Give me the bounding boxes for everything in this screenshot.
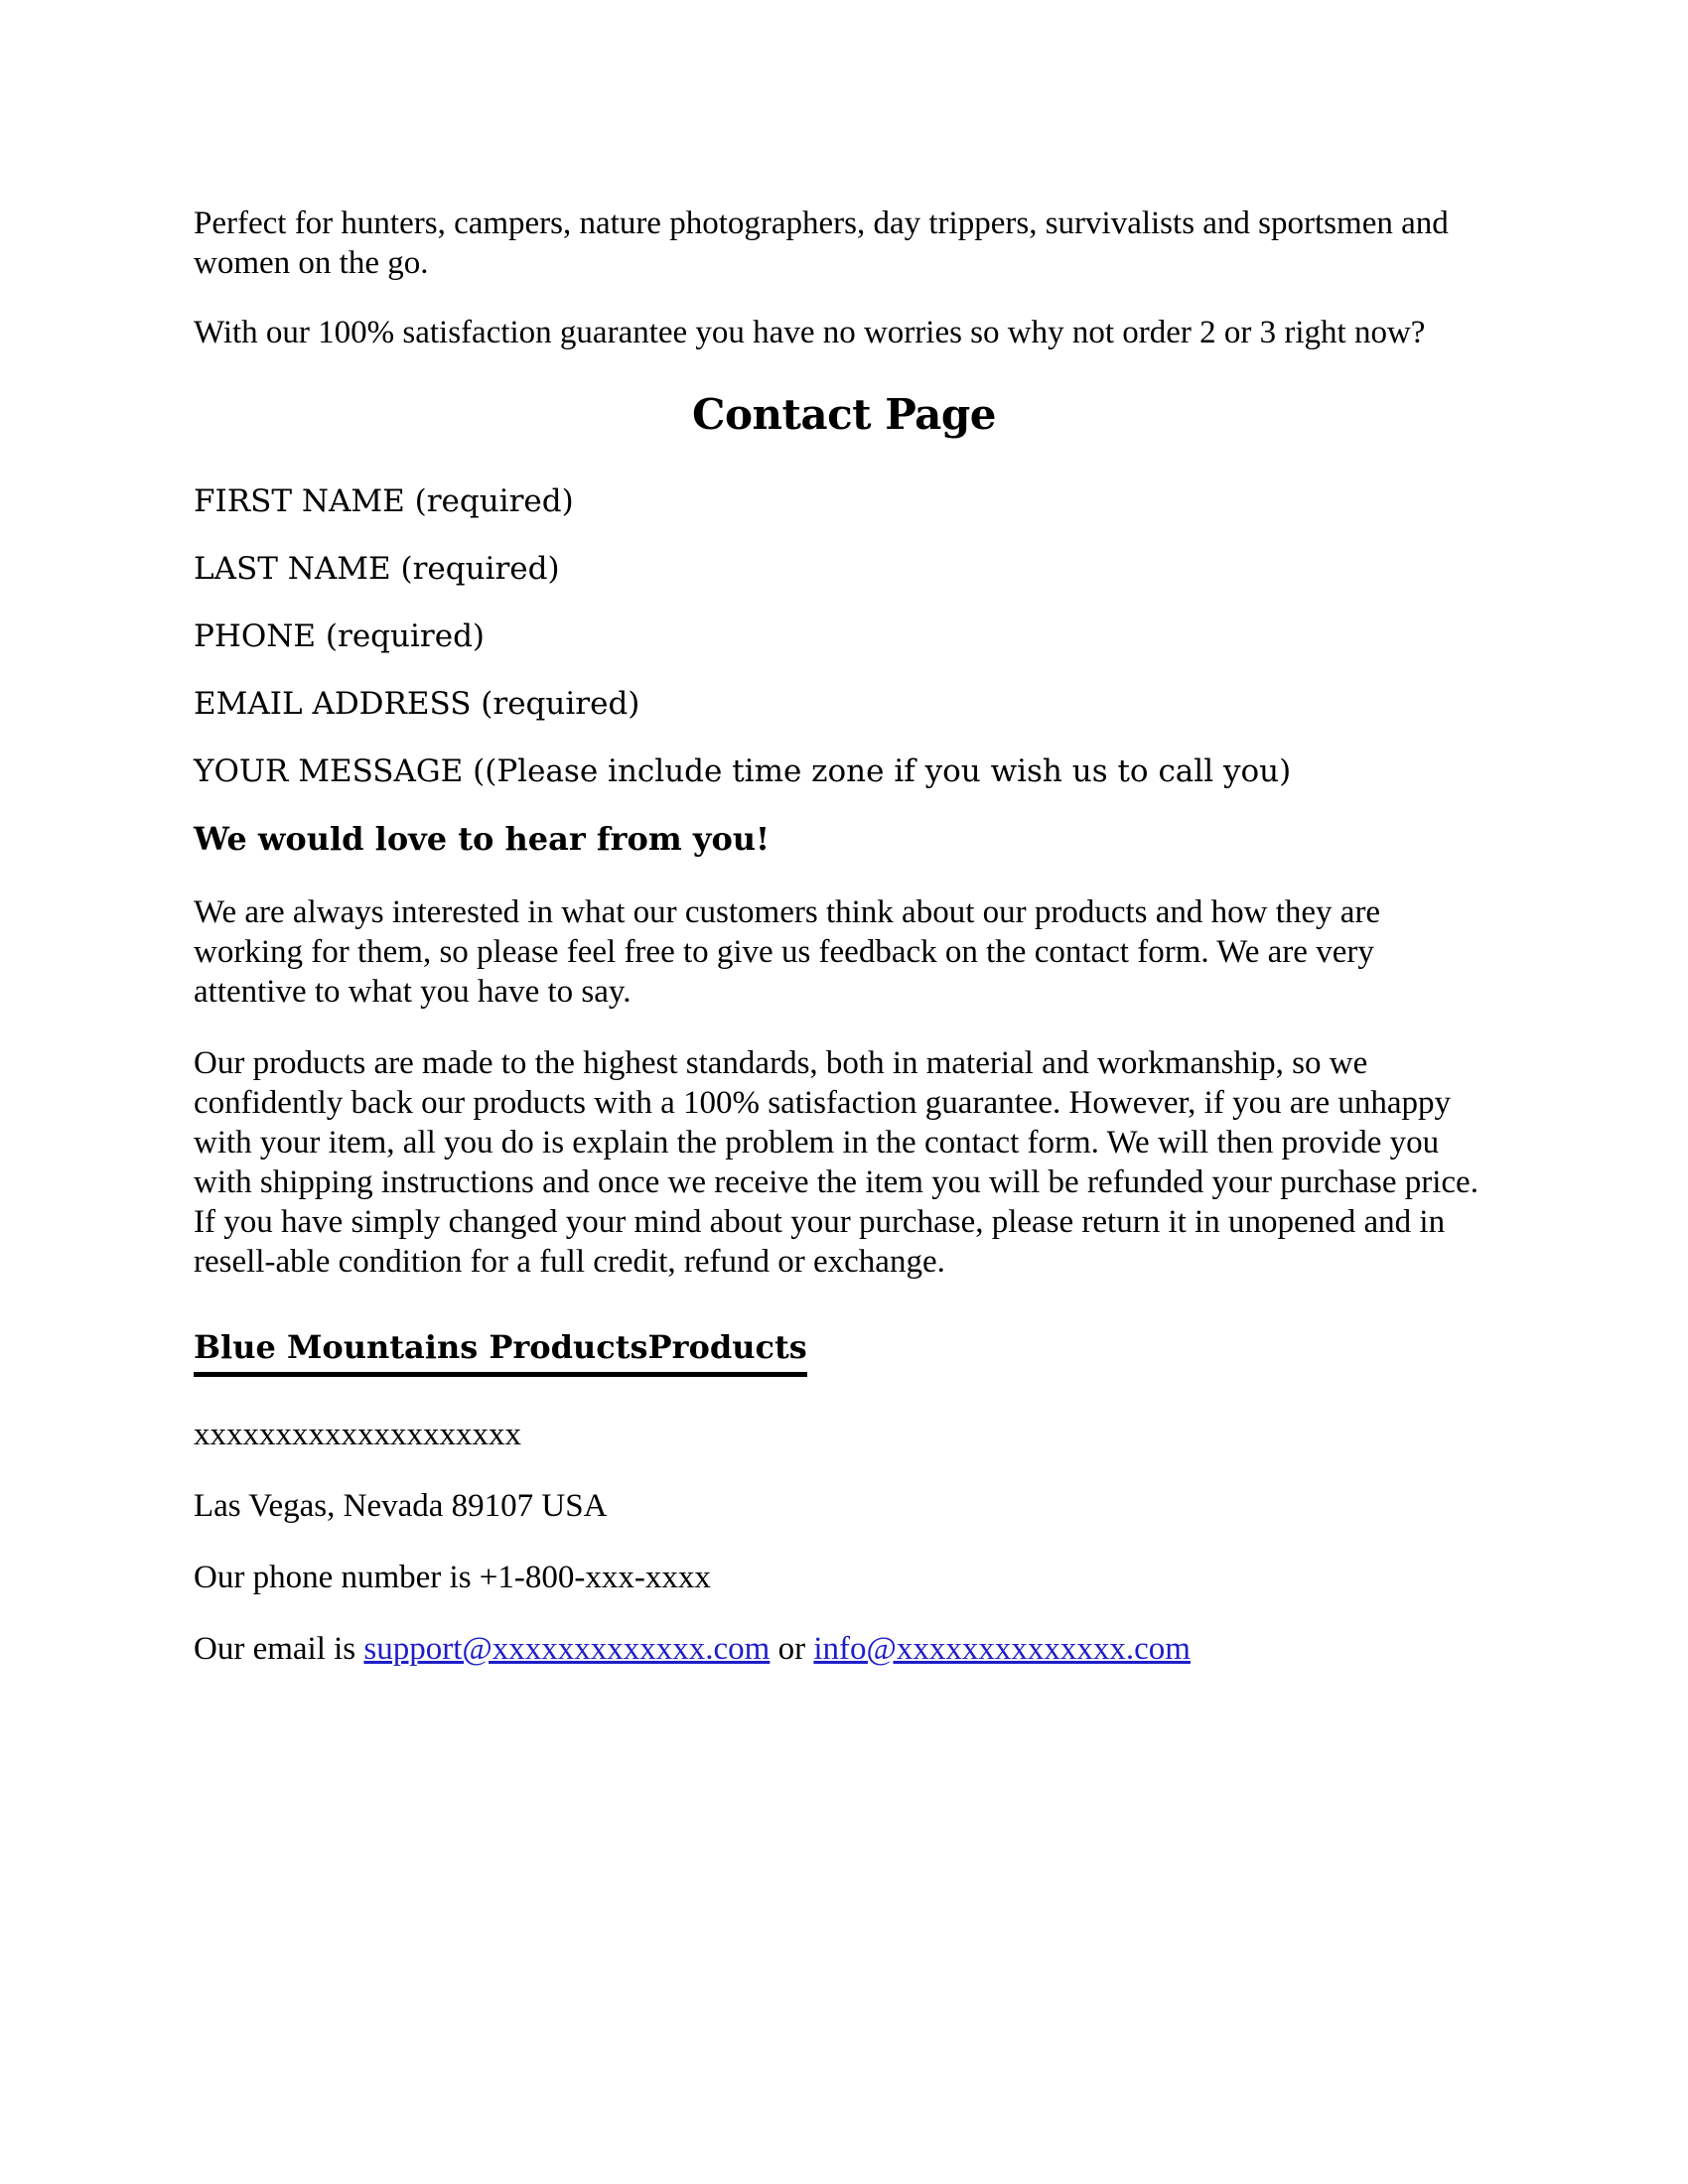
company-address-line-1: xxxxxxxxxxxxxxxxxxxx: [194, 1417, 521, 1452]
company-name-heading: [194, 1325, 1494, 1377]
info-email-link[interactable]: info@xxxxxxxxxxxxxx.com: [813, 1631, 1191, 1667]
guarantee-paragraph: Our products are made to the highest standards, both in material and workmanship, so we confidently back our products with a 100% satisfaction guarantee. However, if you are unhappy with your item, all you do is explain the problem in the contact form. We will then provide you with shipping instructions and once we receive the item you will be refunded your purchase price. If you have simply changed your mind about your purchase, please return it in unopened and in resell-able condition for a full credit, refund or exchange.: [194, 1045, 1478, 1280]
form-label-last-name: LAST NAME (required): [194, 551, 560, 587]
support-email-link[interactable]: support@xxxxxxxxxxxxx.com: [363, 1631, 771, 1667]
email-line-prefix: Our email is: [194, 1631, 364, 1667]
document-content: [194, 204, 1494, 1669]
feedback-paragraph: We are always interested in what our customers think about our products and how they are working for them, so please feel free to give us feedback on the contact form. We are very attentive to what you have to say.: [194, 894, 1381, 1010]
company-address-line-2: Las Vegas, Nevada 89107 USA: [194, 1488, 608, 1524]
form-label-email-address: EMAIL ADDRESS (required): [194, 686, 640, 722]
intro-paragraph-1: Perfect for hunters, campers, nature photographers, day trippers, survivalists and sportsmen and women on the go.: [194, 205, 1449, 281]
email-line-separator: or: [770, 1631, 814, 1667]
company-name-text: Blue Mountains ProductsProducts: [194, 1325, 807, 1377]
page-title: Contact Page: [692, 390, 996, 439]
form-label-your-message: YOUR MESSAGE ((Please include time zone if you wish us to call you): [194, 753, 1292, 789]
intro-paragraph-2: With our 100% satisfaction guarantee you have no worries so why not order 2 or 3 right now?: [194, 315, 1426, 350]
company-phone-line: Our phone number is +1-800-xxx-xxxx: [194, 1560, 711, 1595]
greeting-heading: We would love to hear from you!: [194, 820, 771, 858]
form-label-phone: PHONE (required): [194, 618, 486, 654]
form-label-first-name: FIRST NAME (required): [194, 483, 574, 519]
company-email-line: [194, 1629, 1494, 1669]
